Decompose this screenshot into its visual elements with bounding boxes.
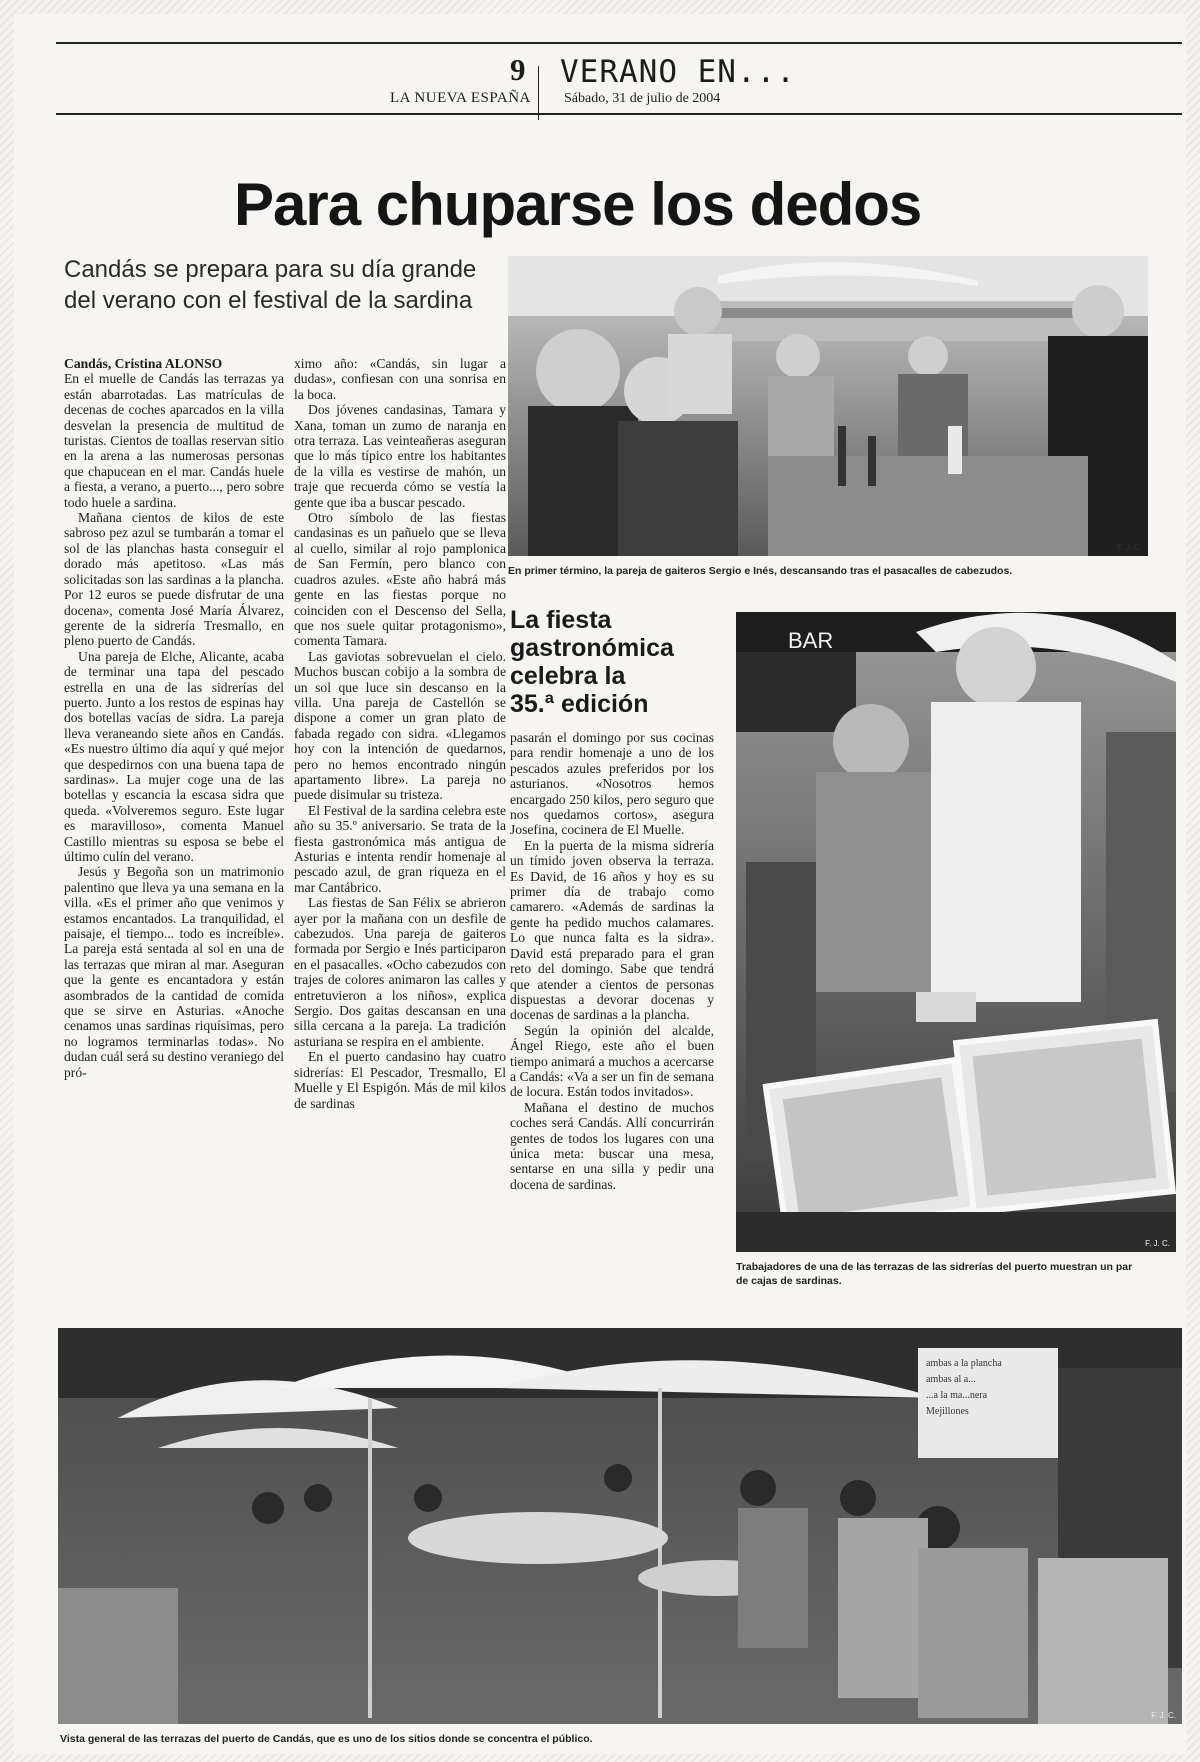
article-paragraph: Una pareja de Elche, Alicante, acaba de terminar una tapa del pescado estrella en una de las sidrerías del puerto. Junto a los restos de espinas hay dos botellas vacías de sidra. La pareja lleva veraneando siete años en Candás. «Es nuestro último día aquí y qué mejor que despedirnos con una buena tapa de sardinas». La mujer coge una de las botellas y escancia la escasa sidra que queda. «Volveremos seguro. Este lugar es maravilloso», comenta Manuel Castillo mientras su esposa se bebe el último culín del verano. [64, 648, 284, 864]
column-subheading [510, 606, 710, 718]
article-column-3 [510, 730, 714, 1300]
article-paragraph [64, 356, 284, 510]
article-paragraph: En la puerta de la misma sidrería un tímido joven observa la terraza. Es David, de 16 años y hoy es su primer día de trabajo como camarero. «Además de sardinas la gente ha pedido muchos calamares. Lo que nunca falta es la sidra». David está preparado para el gran reto del domingo. Sabe que tendrá que atender a cientos de personas dispuestas a devorar docenas y docenas de sardinas a la plancha. [510, 837, 714, 1023]
photo-bagpipers-terrace [508, 256, 1148, 556]
article-paragraph: Las fiestas de San Félix se abrieron ayer por la mañana con un desfile de cabezudos. Una pareja de gaiteros formada por Sergio e Inés participaron en el pasacalles. «Ocho cabezudos con trajes de colores animaron las calles y entretuvieron a los niños», explica Sergio. Dos gaitas descansan en una silla cercana a la pareja. La tradición asturiana se respira en el ambiente. [294, 895, 506, 1049]
caption-line: de cajas de sardinas. [736, 1275, 842, 1287]
newspaper-page [14, 14, 1186, 1754]
article-column-1 [64, 356, 284, 1292]
photo-credit: F. J. C. [1117, 543, 1142, 552]
bar-sign: BAR [788, 628, 834, 653]
menu-board-line: ambas al a... [926, 1374, 976, 1385]
article-column-2 [294, 356, 506, 1292]
subheading-line: gastronómica [510, 634, 674, 662]
photo-caption: Vista general de las terrazas del puerto de Candás, que es uno de los sitios donde se concentra el público. [60, 1733, 593, 1745]
article-paragraph: Otro símbolo de las fiestas candasinas es un pañuelo que se lleva al cuello, similar al rojo pamplonica de San Fermín, pero blanco con cuadros azules. «Este año habrá más gente en las fiestas porque no coinciden con el Descenso del Sella, que nos suele quitar protagonismo», comenta Tamara. [294, 510, 506, 649]
subheading-line: celebra la [510, 662, 626, 690]
paragraph-text: En el muelle de Candás las terrazas ya están abarrotadas. Las matrículas de decenas de coches aparcados en la villa desvelan la presencia de multitud de turistas. Cientos de toallas reservan sitio en la arena a las numerosas personas que chapucean en el mar. Candás huele a fiesta, a verano, a puerto..., pero sobre todo huele a sardina. [64, 371, 284, 510]
header-top-rule [56, 42, 1182, 44]
caption-line: Trabajadores de una de las terrazas de las sidrerías del puerto muestran un par [736, 1261, 1133, 1273]
article-paragraph: Mañana cientos de kilos de este sabroso pez azul se tumbarán a tomar el sol de las planchas hasta conseguir el dorado más apetitoso. «Las más solicitadas son las sardinas a la plancha. Por 12 euros se puede disfrutar de una docena», comenta José María Álvarez, gerente de la sidrería Tresmallo, en pleno puerto de Candás. [64, 510, 284, 649]
photo-caption: En primer término, la pareja de gaiteros Sergio e Inés, descansando tras el pasacalles de cabezudos. [508, 565, 1013, 577]
subheading-line: 35.ª edición [510, 690, 649, 718]
article-paragraph: Dos jóvenes candasinas, Tamara y Xana, toman un zumo de naranja en otra terraza. Las veinteañeras aseguran que lo más típico entre los habitantes de la villa es vestirse de mahón, un traje que recuerda cómo se vestía la gente que iba a buscar pescado. [294, 402, 506, 510]
header-separator [538, 66, 539, 120]
subheadline [64, 254, 504, 316]
menu-board-line: Mejillones [926, 1406, 969, 1417]
byline: Candás, Cristina ALONSO [64, 356, 223, 371]
subheadline-line: Candás se prepara para su día grande [64, 256, 477, 283]
photo-caption [736, 1260, 1176, 1288]
article-paragraph: Jesús y Begoña son un matrimonio palentino que lleva ya una semana en la villa. «Es el primer año que venimos y estamos encantados. La tranquilidad, el paisaje, el tiempo... todo es increíble». La pareja está sentada al sol en una de las terrazas que miran al mar. Aseguran que la gente es encantadora y están asombrados de la cantidad de comida que se sirve en Asturias. «Anoche cenamos unas sardinas riquísimas, pero no logramos terminarlas todas». No dudan cuál será su destino veraniego del pró- [64, 864, 284, 1080]
article-paragraph: ximo año: «Candás, sin lugar a dudas», confiesan con una sonrisa en la boca. [294, 356, 506, 402]
photo-sardine-boxes [736, 612, 1176, 1252]
subheading-line: La fiesta [510, 606, 612, 634]
photo-sardine-boxes-image [736, 612, 1176, 1252]
photo-credit: F. J. C. [1145, 1239, 1170, 1248]
article-paragraph: Las gaviotas sobrevuelan el cielo. Muchos buscan cobijo a la sombra de un sol que luce sin descanso en la villa. Una pareja de Castellón se dispone a comer un gran plato de fabada regado con sidra. «Llegamos hoy con la intención de quedarnos, pero no hemos encontrado ningún apartamento libre». La pareja no puede disimular su tristeza. [294, 648, 506, 803]
section-title: VERANO EN... [560, 54, 796, 90]
menu-board [926, 1356, 1054, 1420]
photo-port-terraces [58, 1328, 1182, 1724]
photo-credit: F. J. C. [1151, 1711, 1176, 1720]
page-number: 9 [510, 52, 526, 87]
article-paragraph: Según la opinión del alcalde, Ángel Riego, este año el buen tiempo animará a muchos a acercarse a Candás: «Va a ser un fin de semana de locura. Están todos invitados». [510, 1022, 714, 1100]
newspaper-name: LA NUEVA ESPAÑA [390, 90, 531, 106]
article-paragraph: El Festival de la sardina celebra este año su 35.º aniversario. Se trata de la fiesta gastronómica más antigua de Asturias e intenta rendir homenaje al pescado azul, de gran riqueza en el mar Cantábrico. [294, 802, 506, 895]
article-paragraph: Mañana el destino de muchos coches será Candás. Allí concurrirán gentes de todos los lugares con una única meta: buscar una mesa, sentarse en una silla y pedir una docena de sardinas. [510, 1099, 714, 1192]
issue-date: Sábado, 31 de julio de 2004 [564, 91, 721, 106]
photo-bagpipers-image [508, 256, 1148, 556]
article-paragraph: pasarán el domingo por sus cocinas para rendir homenaje a uno de los pescados azules preferidos por los asturianos. «Nosotros hemos encargado 250 kilos, pero seguro que nos quedamos cortos», asegura Josefina, cocinera de El Muelle. [510, 730, 714, 838]
subheadline-line: del verano con el festival de la sardina [64, 287, 473, 314]
article-paragraph: En el puerto candasino hay cuatro sidrerías: El Pescador, Tresmallo, El Muelle y El Espigón. Más de mil kilos de sardinas [294, 1049, 506, 1111]
menu-board-line: ambas a la plancha [926, 1358, 1002, 1369]
header-bottom-rule [56, 113, 1182, 115]
menu-board-line: ...a la ma...nera [926, 1390, 988, 1401]
headline: Para chuparse los dedos [234, 171, 922, 238]
